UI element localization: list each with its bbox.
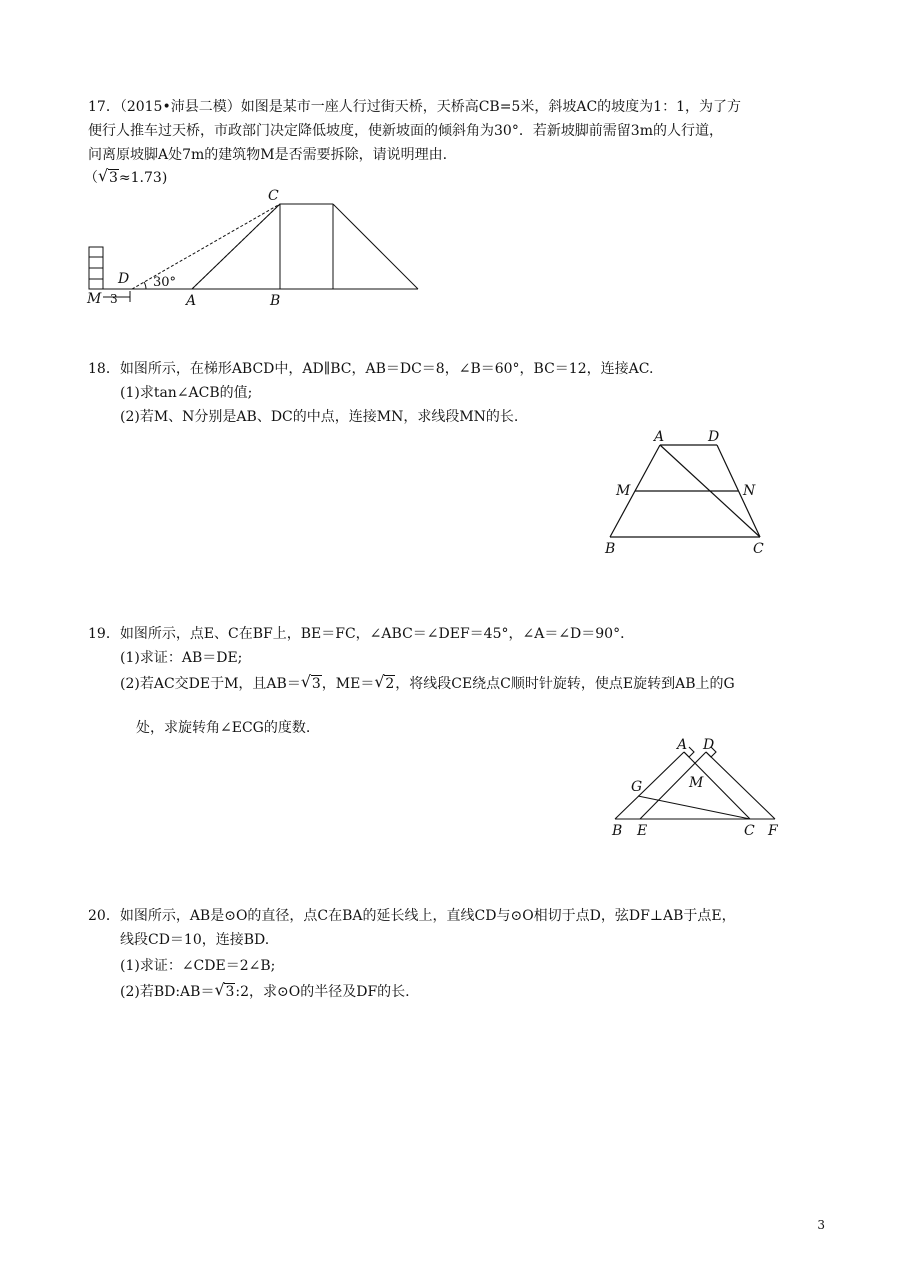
label-E: E	[637, 823, 648, 839]
q20-line2: 线段CD＝10，连接BD.	[120, 932, 270, 948]
q18-part2: (2)若M、N分别是AB、DC的中点，连接MN，求线段MN的长.	[120, 409, 519, 425]
q20-line1: 20．如图所示，AB是⊙O的直径，点C在BA的延长线上，直线CD与⊙O相切于点D，弦DF⊥AB于点E，	[88, 908, 736, 924]
label-A: A	[677, 737, 688, 753]
q19-part2	[120, 674, 735, 694]
sqrt-2: √ 2	[374, 672, 395, 692]
sqrt-3: √ 3	[214, 980, 235, 1000]
q20-part2-b: :2，求⊙O的半径及DF的长.	[235, 984, 410, 1000]
label-30deg: 30°	[153, 275, 177, 290]
label-G: G	[631, 779, 643, 795]
label-M: M	[87, 291, 102, 307]
q17-line3: 问离原坡脚A处7m的建筑物M是否需要拆除，请说明理由.	[88, 147, 448, 163]
label-M: M	[616, 483, 631, 499]
q19-figure	[605, 735, 790, 840]
label-B: B	[605, 541, 616, 557]
label-M: M	[689, 775, 704, 791]
q17-hint-post: ≈1.73)	[118, 170, 168, 186]
label-F: F	[768, 823, 778, 839]
sqrt-3: √ 3	[98, 166, 118, 186]
label-C: C	[753, 541, 764, 557]
q18-line1: 18．如图所示，在梯形ABCD中，AD∥BC，AB＝DC＝8，∠B＝60°，BC＝12，连接AC.	[88, 361, 654, 377]
label-D: D	[118, 271, 130, 287]
q17-figure	[80, 185, 425, 310]
label-D: D	[703, 737, 715, 753]
label-C: C	[744, 823, 755, 839]
label-A: A	[186, 293, 197, 309]
label-D: D	[708, 429, 720, 445]
q20-part2	[120, 982, 410, 1002]
q17-hint-pre: （	[84, 170, 98, 186]
q19-line1: 19．如图所示，点E、C在BF上，BE＝FC，∠ABC＝∠DEF＝45°，∠A＝∠D＝90°．	[88, 626, 635, 642]
label-A: A	[654, 429, 665, 445]
label-N: N	[743, 483, 756, 499]
sqrt-3: √ 3	[300, 672, 321, 692]
q19-part2-c: ，将线段CE绕点C顺时针旋转，使点E旋转到AB上的G	[395, 676, 735, 692]
q19-part1: (1)求证：AB＝DE;	[120, 650, 243, 666]
label-C: C	[268, 188, 279, 204]
q18-figure	[600, 425, 780, 560]
q19-part2-cont: 处，求旋转角∠ECG的度数.	[136, 720, 311, 736]
q17-line1: 17．（2015•沛县二模）如图是某市一座人行过街天桥，天桥高CB=5米，斜坡AC的坡度为1：1，为了方	[88, 99, 741, 115]
q19-part2-a: (2)若AC交DE于M，且AB＝	[120, 676, 301, 692]
page-number: 3	[817, 1218, 825, 1232]
q19-part2-b: ，ME＝	[321, 676, 375, 692]
q17-line2: 便行人推车过天桥，市政部门决定降低坡度，使新坡面的倾斜角为30°．若新坡脚前需留3m的人行道，	[88, 123, 723, 139]
q20-part2-a: (2)若BD:AB＝	[120, 984, 215, 1000]
q18-part1: (1)求tan∠ACB的值;	[120, 385, 253, 401]
label-B: B	[612, 823, 623, 839]
label-3: 3	[110, 292, 118, 306]
q20-part1: (1)求证：∠CDE＝2∠B;	[120, 958, 276, 974]
label-B: B	[270, 293, 281, 309]
